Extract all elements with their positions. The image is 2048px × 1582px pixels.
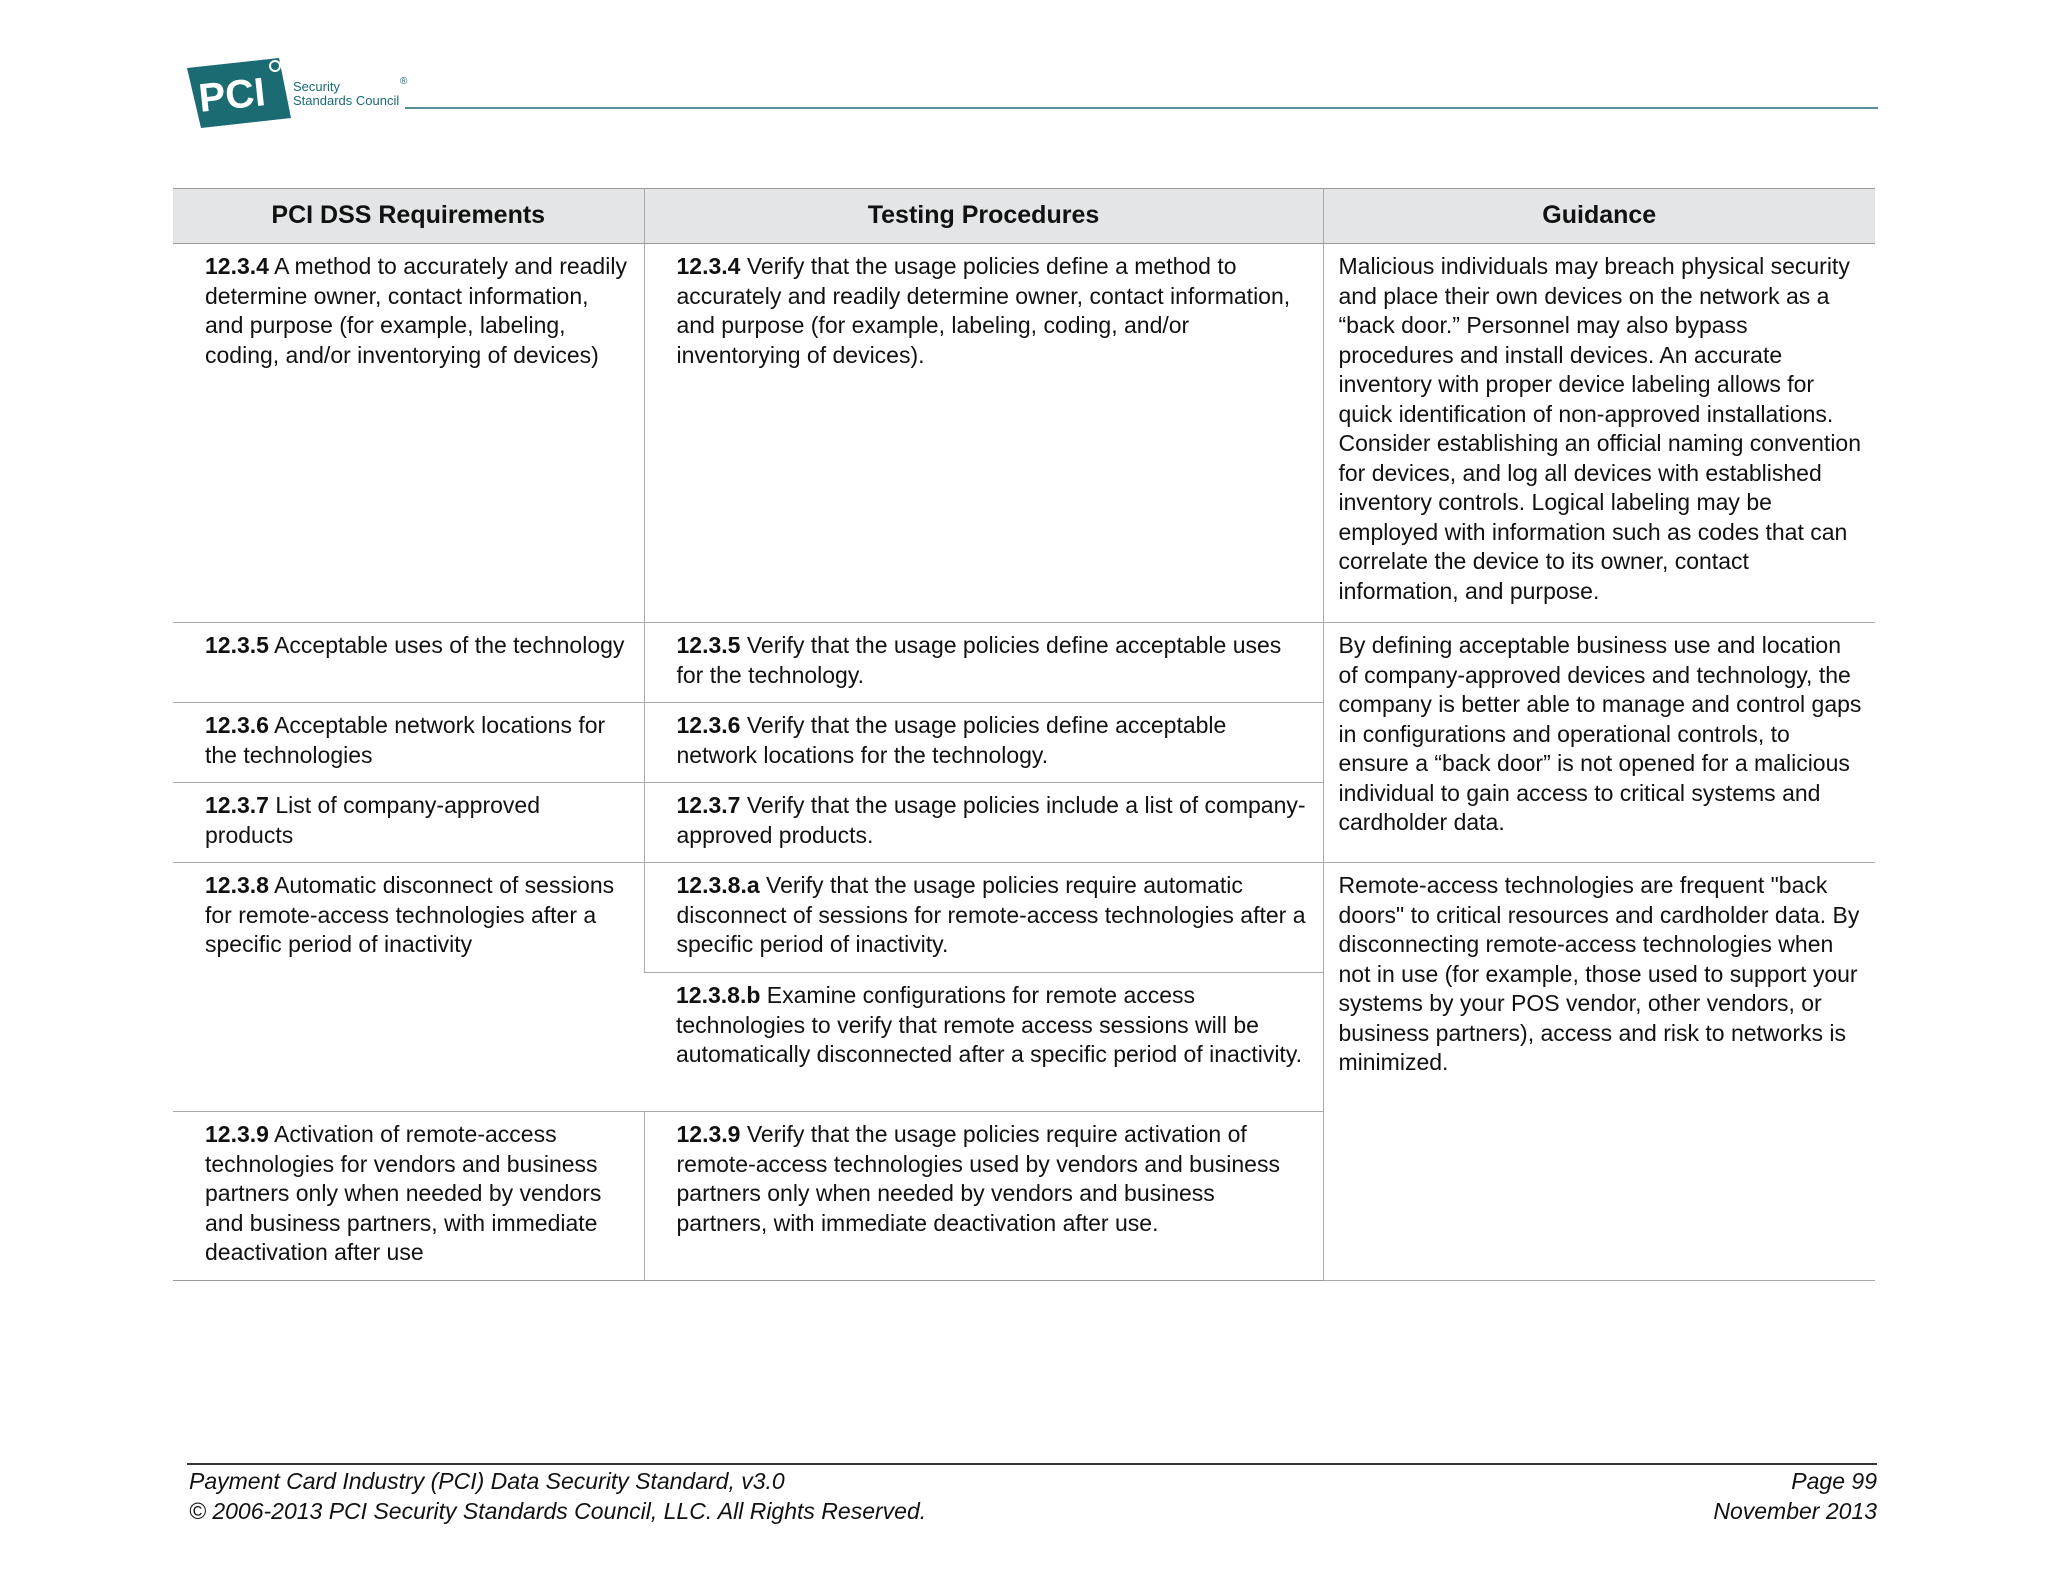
requirement-ref: 12.3.5	[205, 632, 269, 658]
requirement-cell	[173, 1112, 644, 1281]
logo-wordmark	[293, 80, 399, 108]
table-row	[173, 623, 1875, 703]
registered-mark: ®	[400, 76, 408, 87]
testing-ref: 12.3.9	[676, 1121, 741, 1147]
requirement-ref: 12.3.9	[205, 1121, 269, 1147]
requirement-ref: 12.3.7	[205, 792, 269, 818]
column-header-requirements: PCI DSS Requirements	[173, 189, 644, 244]
table-row	[173, 863, 1875, 973]
requirement-cell	[173, 863, 644, 1112]
guidance-cell: By defining acceptable business use and location of company-approved devices and technology, the company is better able to manage and control gaps in configurations and operational controls, to ensure a “back door” is not opened for a malicious individual to gain access to critical systems and cardholder data.	[1323, 623, 1875, 863]
requirement-cell	[173, 703, 644, 783]
footer-rule	[187, 1463, 1877, 1465]
pci-logo	[187, 58, 417, 133]
requirements-table-container	[173, 188, 1875, 1281]
testing-text: Verify that the usage policies define a method to accurately and readily determine owner, contact information, and purpose (for example, labeling, coding, and/or inventorying of devices).	[676, 253, 1291, 368]
testing-cell	[644, 623, 1323, 703]
requirement-cell	[173, 783, 644, 863]
footer-doc-title: Payment Card Industry (PCI) Data Security Standard, v3.0	[189, 1468, 785, 1494]
page-header	[0, 0, 2048, 140]
guidance-cell: Malicious individuals may breach physical security and place their own devices on the network as a “back door.” Personnel may also bypass procedures and install devices. An accurate inventory with proper device labeling allows for quick identification of non-approved installations. Consider establishing an official naming convention for devices, and log all devices with established inventory controls. Logical labeling may be employed with information such as codes that can correlate the device to its owner, contact information, and purpose.	[1323, 244, 1875, 623]
testing-cell	[644, 1112, 1323, 1281]
requirement-ref: 12.3.8	[205, 872, 269, 898]
testing-ref: 12.3.7	[676, 792, 741, 818]
footer-copyright: © 2006-2013 PCI Security Standards Council, LLC. All Rights Reserved.	[189, 1498, 927, 1524]
testing-ref: 12.3.6	[676, 712, 741, 738]
testing-ref: 12.3.5	[676, 632, 741, 658]
requirements-table	[173, 188, 1875, 1281]
guidance-cell: Remote-access technologies are frequent "back doors" to critical resources and cardholder data. By disconnecting remote-access technologies when not in use (for example, those used to support your systems by your POS vendor, other vendors, or business partners), access and risk to networks is minimized.	[1323, 863, 1875, 1281]
requirement-text: Acceptable uses of the technology	[268, 632, 625, 658]
testing-ref: 12.3.8.a	[676, 872, 760, 898]
column-header-testing: Testing Procedures	[644, 189, 1323, 244]
testing-cell	[644, 973, 1323, 1112]
footer-left	[189, 1466, 926, 1526]
logo-mark-text: PCI	[196, 70, 268, 121]
footer-right	[1713, 1466, 1877, 1526]
testing-text: Verify that the usage policies define acceptable uses for the technology.	[676, 632, 1282, 688]
requirement-cell	[173, 623, 644, 703]
pci-logo-mark-icon	[187, 58, 297, 133]
footer-date: November 2013	[1713, 1498, 1877, 1524]
requirement-text: List of company-approved products	[205, 792, 540, 848]
testing-cell	[644, 244, 1323, 623]
testing-text: Verify that the usage policies define acceptable network locations for the technology.	[676, 712, 1227, 768]
logo-line-1: Security	[293, 79, 340, 94]
logo-line-2: Standards Council	[293, 93, 400, 108]
testing-cell	[644, 703, 1323, 783]
requirement-text: A method to accurately and readily determine owner, contact information, and purpose (for example, labeling, coding, and/or inventorying of devices)	[205, 253, 627, 368]
requirement-ref: 12.3.4	[205, 253, 269, 279]
requirement-cell	[173, 244, 644, 623]
footer-page-number: Page 99	[1791, 1468, 1877, 1494]
table-header-row	[173, 189, 1875, 244]
testing-ref: 12.3.8.b	[676, 982, 761, 1008]
table-row	[173, 244, 1875, 623]
testing-cell	[644, 783, 1323, 863]
testing-text: Verify that the usage policies require activation of remote-access technologies used by vendors and business partners only when needed by vendors and business partners, with immediate deactivation after use.	[676, 1121, 1280, 1236]
requirement-text: Automatic disconnect of sessions for remote-access technologies after a specific period of inactivity	[205, 872, 615, 957]
testing-text: Verify that the usage policies require automatic disconnect of sessions for remote-access technologies after a specific period of inactivity.	[676, 872, 1306, 957]
testing-ref: 12.3.4	[676, 253, 741, 279]
testing-text: Examine configurations for remote access technologies to verify that remote access sessions will be automatically disconnected after a specific period of inactivity.	[676, 982, 1302, 1067]
column-header-guidance: Guidance	[1323, 189, 1875, 244]
requirement-text: Acceptable network locations for the technologies	[205, 712, 606, 768]
requirement-text: Activation of remote-access technologies for vendors and business partners only when needed by vendors and business partners, with immediate deactivation after use	[205, 1121, 602, 1265]
testing-cell	[644, 863, 1323, 973]
testing-text: Verify that the usage policies include a list of company-approved products.	[676, 792, 1306, 848]
header-rule	[405, 107, 1878, 109]
requirement-ref: 12.3.6	[205, 712, 269, 738]
